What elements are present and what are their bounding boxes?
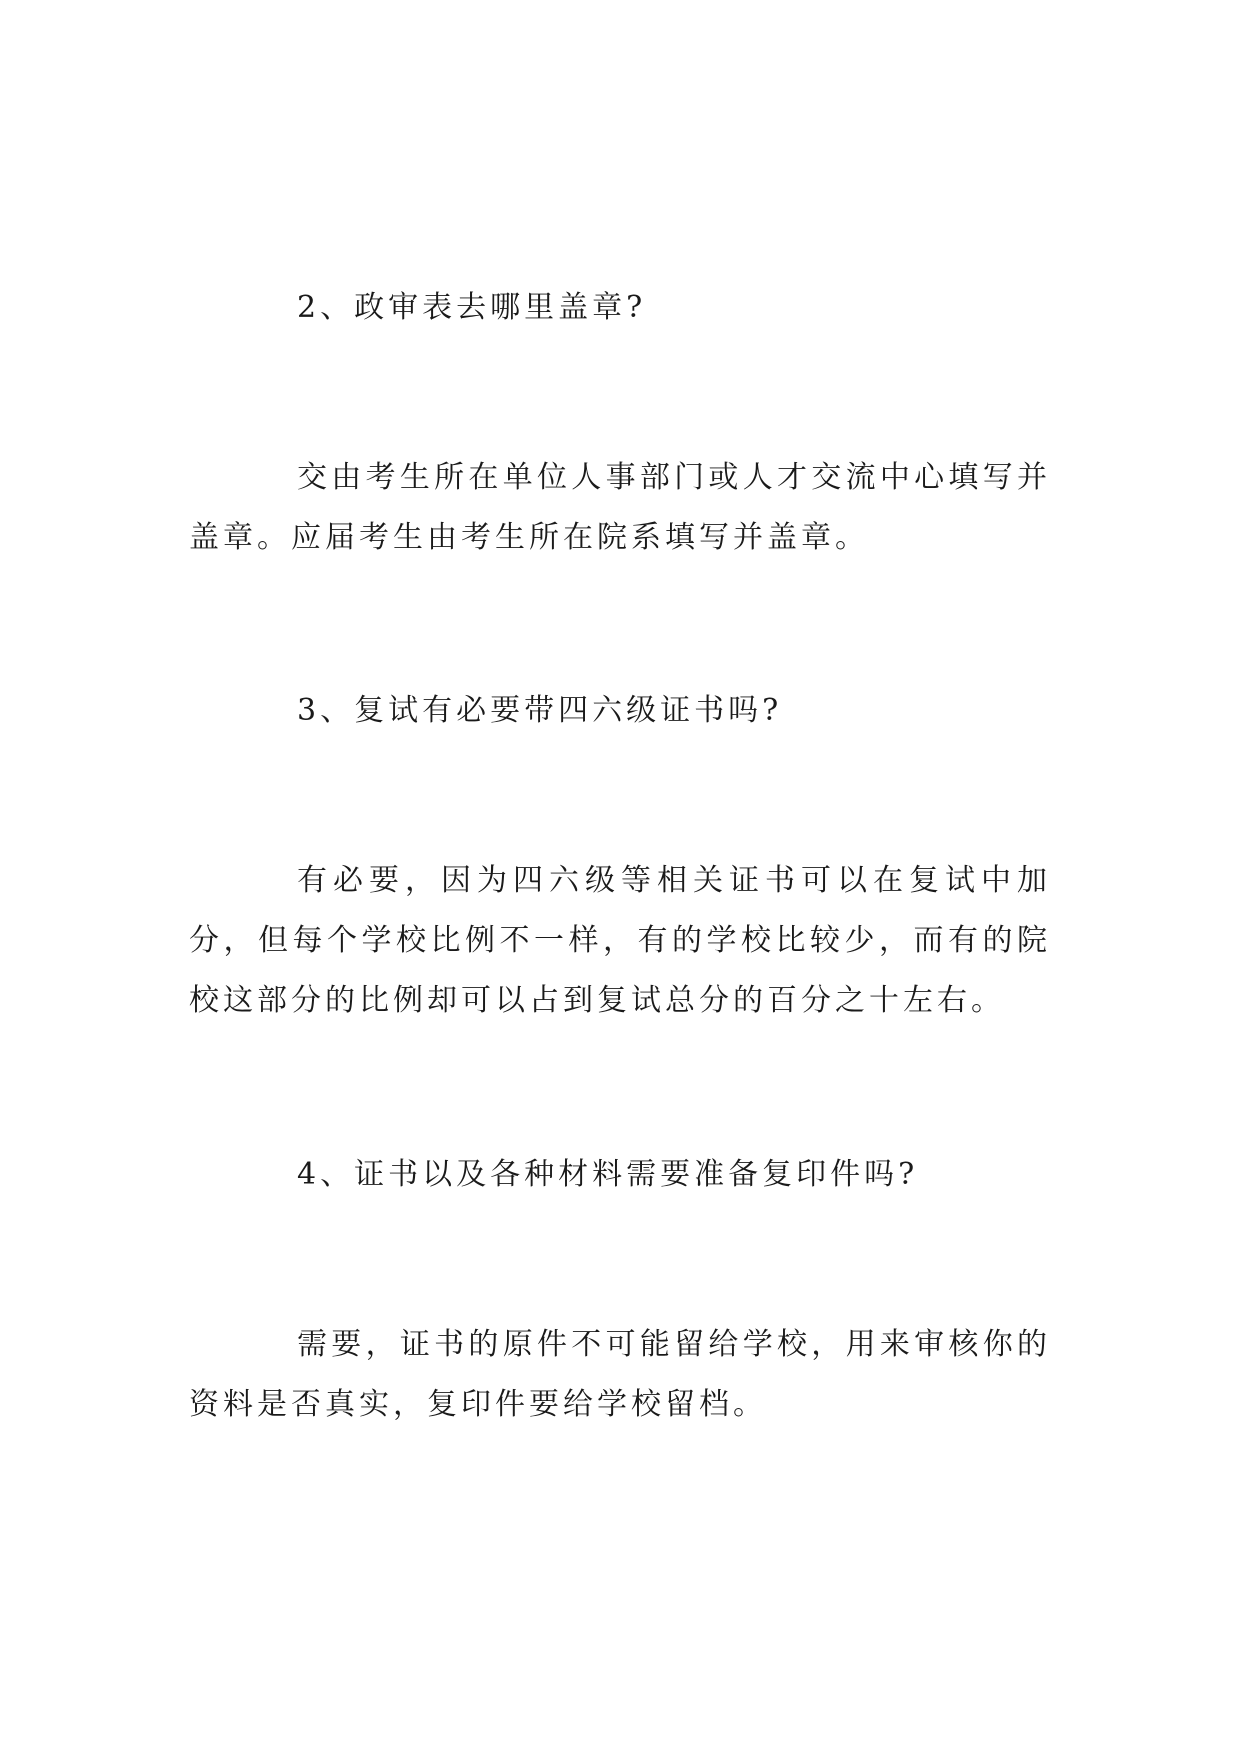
question-2-answer: 交由考生所在单位人事部门或人才交流中心填写并盖章。应届考生由考生所在院系填写并盖章。: [189, 460, 1051, 555]
question-2-heading: 2、政审表去哪里盖章?: [297, 290, 647, 325]
question-4-answer: 需要，证书的原件不可能留给学校，用来审核你的资料是否真实，复印件要给学校留档。: [189, 1327, 1051, 1422]
question-3-answer: 有必要，因为四六级等相关证书可以在复试中加分，但每个学校比例不一样，有的学校比较少，而有的院校这部分的比例却可以占到复试总分的百分之十左右。: [189, 863, 1051, 1018]
question-3-heading: 3、复试有必要带四六级证书吗?: [297, 693, 783, 728]
question-4-heading: 4、证书以及各种材料需要准备复印件吗?: [297, 1157, 919, 1192]
